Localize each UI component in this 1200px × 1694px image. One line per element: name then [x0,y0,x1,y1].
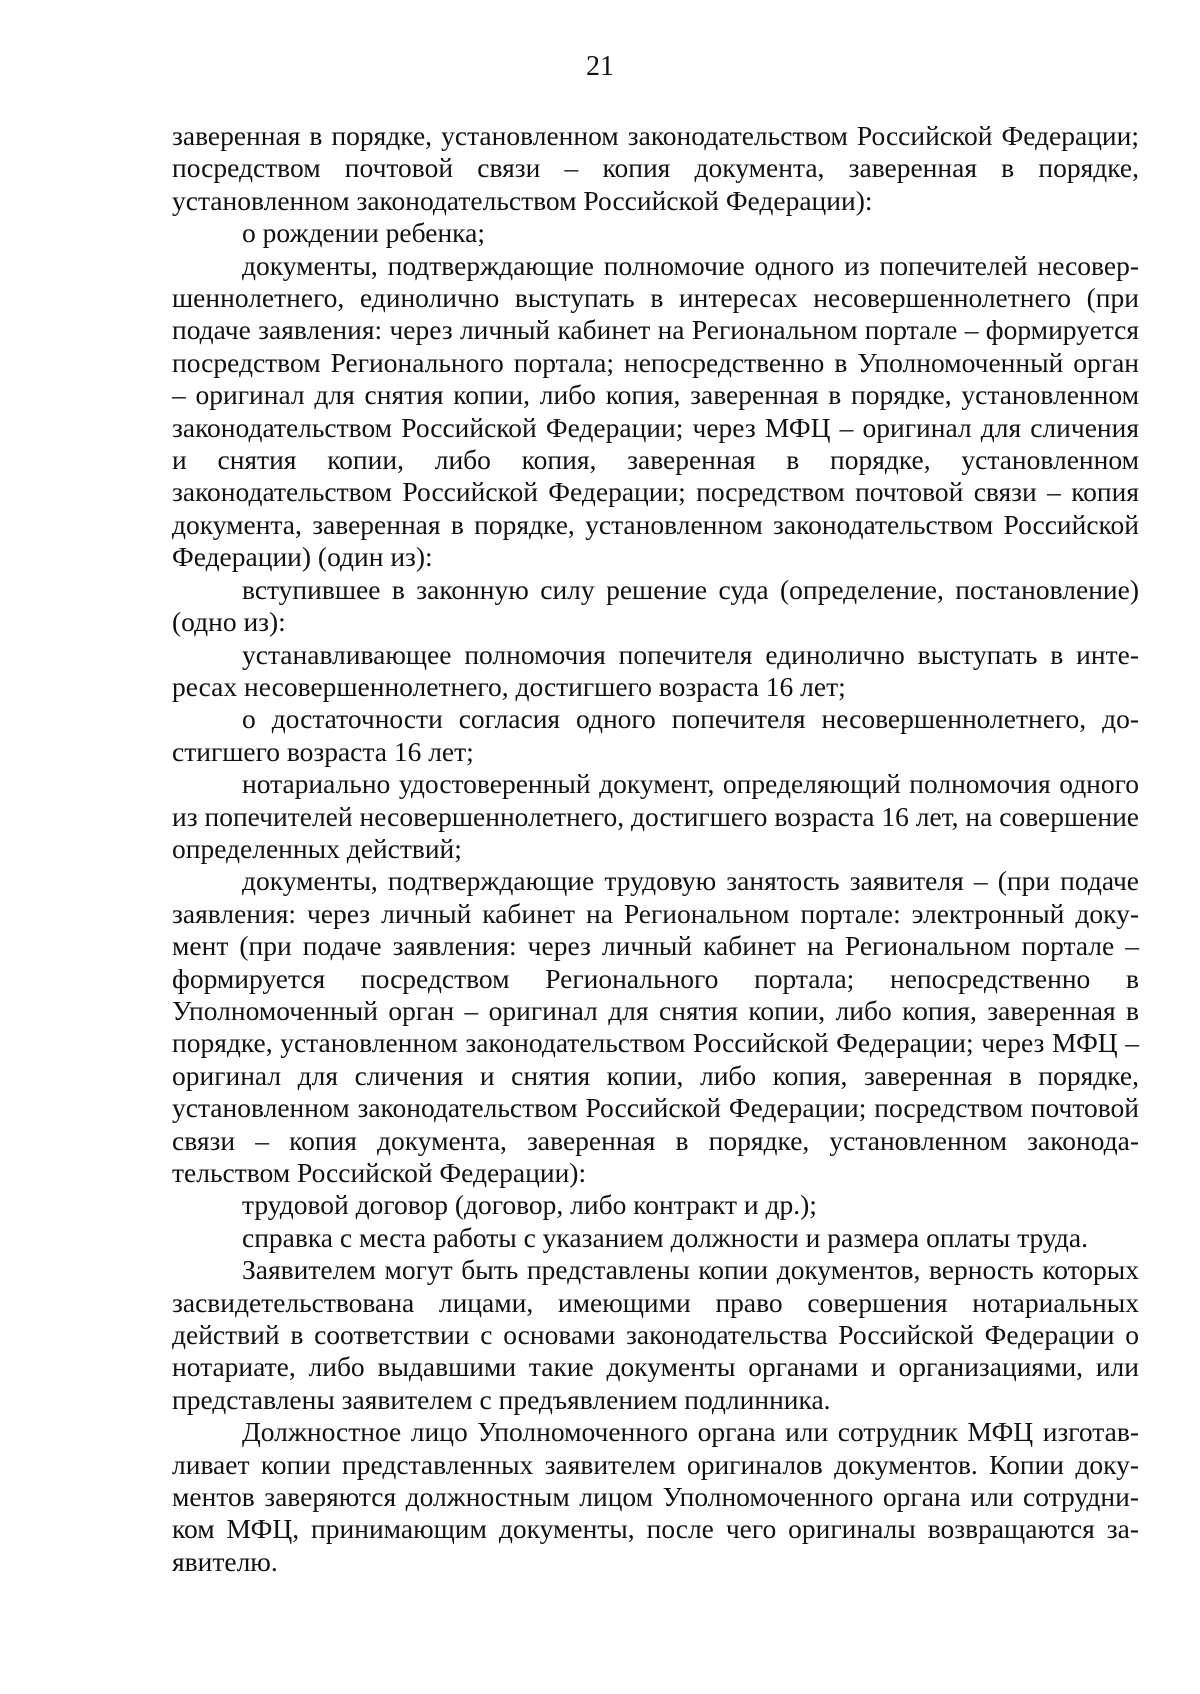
paragraph: документы, подтверждающие полномочие одного из попечителей несовершеннолетнего, единолично выступать в интересах несовершеннолетнего (при подаче заявления: через личный кабинет на Региональном портале – формируется посредством Регионального портала; непосредственно в Уполномоченный орган – оригинал для снятия копии, либо копия, заверенная в порядке, установленном законодательством Российской Федерации; через МФЦ – оригинал для сличения и снятия копии, либо копия, заверенная в порядке, установленном законодательством Российской Федерации; посредством почтовой связи – копия документа, заверенная в порядке, установленном законодательством Российской Федерации) (один из): [172,249,1139,573]
paragraph: справка с места работы с указанием должности и размера оплаты труда. [242,1221,1088,1253]
paragraph: устанавливающее полномочия попечителя единолично выступать в интересах несовершеннолетнего, достигшего возраста 16 лет; [172,638,1139,702]
paragraph: Заявителем могут быть представлены копии документов, верность которых засвидетельствована лицами, имеющими право совершения нотариальных действий в соответствии с основами законодательства Российской Федерации о нотариате, либо выдавшими такие документы органами и организациями, или представлены заявителем с предъявлением подлинника. [172,1254,1139,1415]
paragraph: о достаточности согласия одного попечителя несовершеннолетнего, достигшего возраста 16 лет; [172,703,1139,767]
paragraph: нотариально удостоверенный документ, определяющий полномочия одного из попечителей несовершеннолетнего, достигшего возраста 16 лет, на совершение определенных действий; [172,768,1139,864]
paragraph: документы, подтверждающие трудовую занятость заявителя – (при подаче заявления: через личный кабинет на Региональном портале: электронный документ (при подаче заявления: через личный кабинет на Региональном портале – формируется посредством Регионального портала; непосредственно в Уполномоченный орган – оригинал для снятия копии, либо копия, заверенная в порядке, установленном законодательством Российской Федерации; через МФЦ – оригинал для сличения и снятия копии, либо копия, заверенная в порядке, установленном законодательством Российской Федерации; посредством почтовой связи – копия документа, заверенная в порядке, установленном законодательством Российской Федерации): [172,865,1139,1188]
paragraph: вступившее в законную силу решение суда (определение, постановление) (одно из): [172,573,1139,638]
paragraph: трудовой договор (договор, либо контракт и др.); [242,1189,817,1221]
paragraph: о рождении ребенка; [242,217,485,249]
paragraph: Должностное лицо Уполномоченного органа или сотрудник МФЦ изготавливает копии представленных заявителем оригиналов документов. Копии документов заверяются должностным лицом Уполномоченного органа или сотрудником МФЦ, принимающим документы, после чего оригиналы возвращаются заявителю. [172,1416,1139,1577]
document-body [172,120,1139,1578]
paragraph: заверенная в порядке, установленном законодательством Российской Федерации; посредством почтовой связи – копия документа, заверенная в порядке, установленном законодательством Российской Федерации): [172,120,1139,216]
page-number: 21 [586,51,614,82]
